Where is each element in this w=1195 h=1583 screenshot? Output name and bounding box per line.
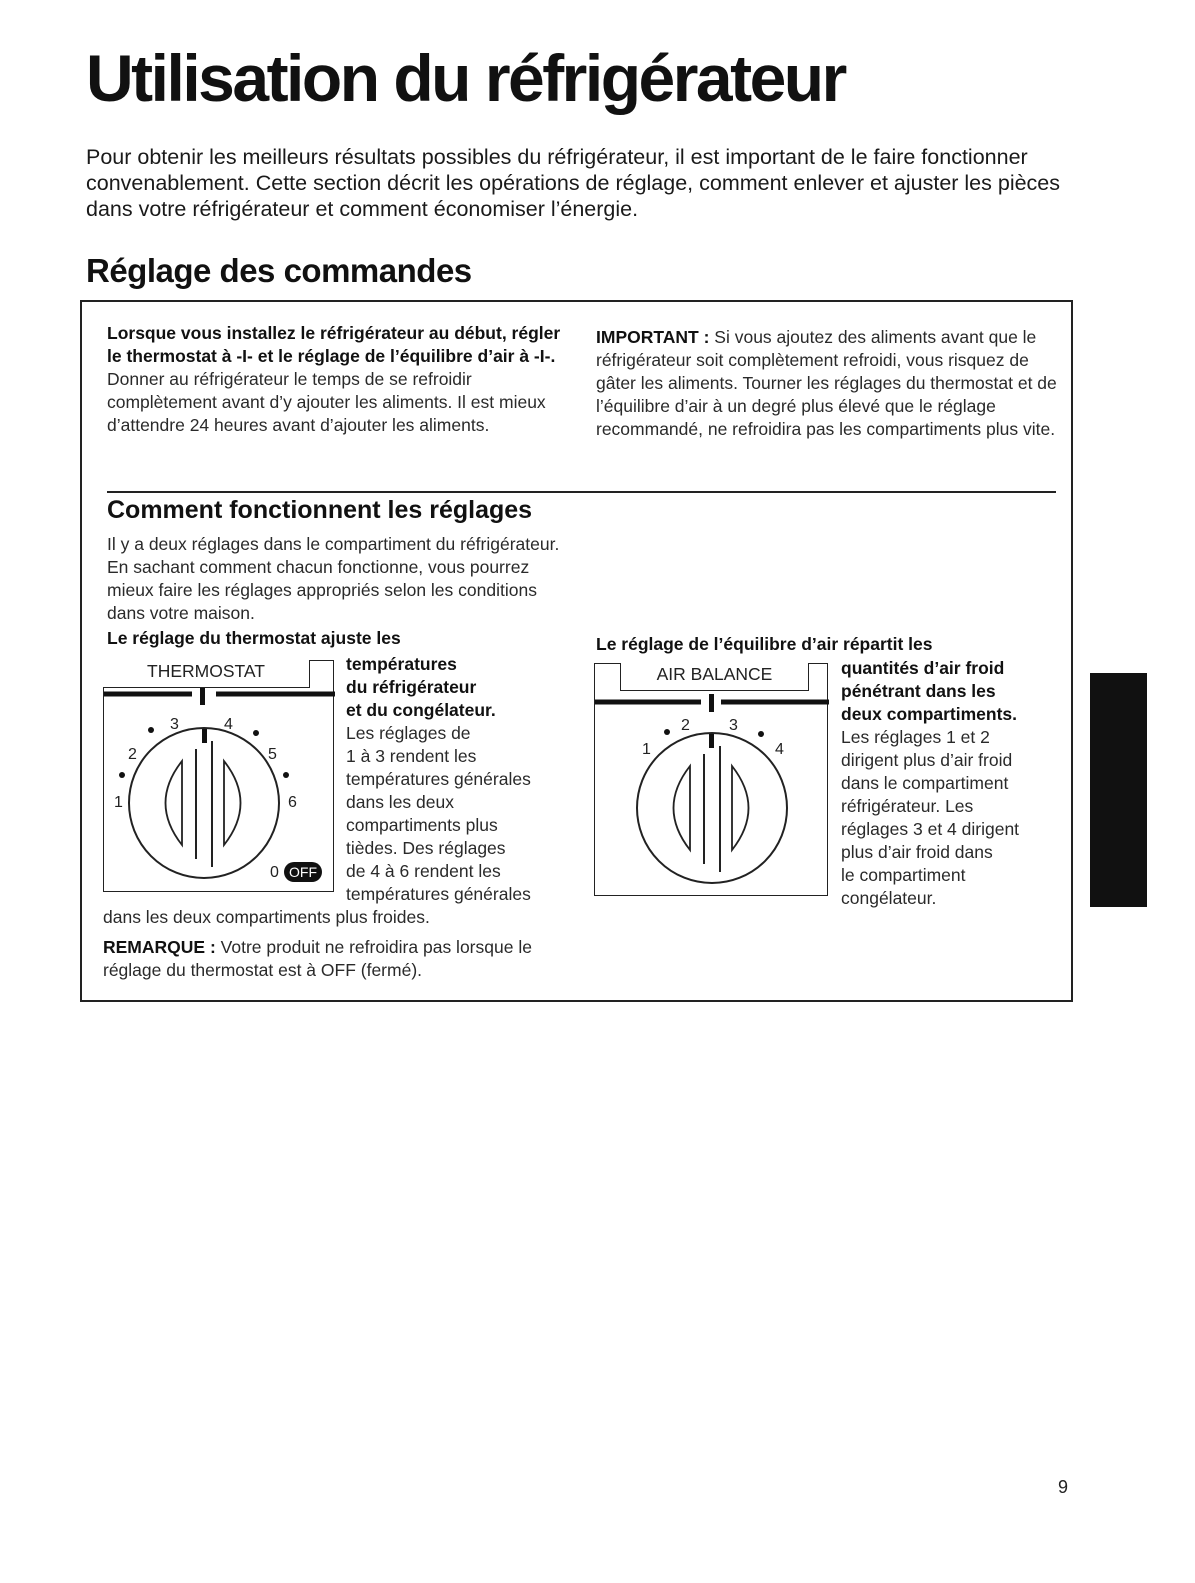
thermostat-tick-1: 1 <box>114 794 123 811</box>
thermostat-bold-line-1: températures <box>346 654 457 674</box>
how-title: Comment fonctionnent les réglages <box>107 496 533 524</box>
important-text: Si vous ajoutez des aliments avant que le réfrigérateur soit complètement refroidi, vous risquez de gâter les aliments. Tourner les réglages du thermostat et de l’équilibre d’air à un degré plus élevé que le réglage recommandé, ne refroidira pas les compartiments plus vite. <box>596 327 1057 439</box>
remark-text: Votre produit ne refroidira pas lorsque le réglage du thermostat est à OFF (fermé). <box>103 937 532 980</box>
air-balance-text <box>841 657 1019 910</box>
thermostat-line-7: de 4 à 6 rendent les <box>346 861 501 881</box>
thermostat-tick-4: 4 <box>224 716 233 733</box>
thermostat-tick-0: 0 <box>270 864 279 881</box>
thermostat-dial-box <box>103 660 334 892</box>
thermostat-dial-icon <box>104 661 335 893</box>
setup-text: Donner au réfrigérateur le temps de se refroidir complètement avant d’y ajouter les aliments. Il est mieux d’attendre 24 heures avant d’ajouter les aliments. <box>107 369 546 435</box>
air-balance-label: AIR BALANCE <box>620 663 809 691</box>
thermostat-text <box>346 653 531 906</box>
section-divider <box>107 491 1056 493</box>
thermostat-line-8: températures générales <box>346 884 531 904</box>
thermostat-off-label: OFF <box>289 864 317 880</box>
thermostat-tick-2: 2 <box>128 746 137 763</box>
air-balance-line-6: plus d’air froid dans <box>841 842 993 862</box>
air-balance-tick-4: 4 <box>775 741 784 758</box>
thermostat-line-1: Les réglages de <box>346 723 471 743</box>
setup-bold: Lorsque vous installez le réfrigérateur au début, régler le thermostat à -I- et le réglage de l’équilibre d’air à -I-. <box>107 323 561 366</box>
thermostat-bold-line-2: du réfrigérateur <box>346 677 477 697</box>
air-balance-line-1: Les réglages 1 et 2 <box>841 727 990 747</box>
thermostat-tail: dans les deux compartiments plus froides. <box>103 907 430 927</box>
section-title: Réglage des commandes <box>86 252 472 289</box>
air-balance-tick-2: 2 <box>681 717 690 734</box>
air-balance-tick-1: 1 <box>642 741 651 758</box>
thermostat-lead: Le réglage du thermostat ajuste les <box>107 628 401 648</box>
air-balance-line-3: dans le compartiment <box>841 773 1009 793</box>
remark-paragraph <box>103 936 563 982</box>
thermostat-tick-6: 6 <box>288 794 297 811</box>
thermostat-line-4: dans les deux <box>346 792 454 812</box>
air-balance-lead: Le réglage de l’équilibre d’air répartit les <box>596 634 933 654</box>
setup-paragraph <box>107 322 577 437</box>
how-paragraph: Il y a deux réglages dans le compartiment du réfrigérateur. En sachant comment chacun fonctionne, vous pourrez mieux faire les réglages appropriés selon les conditions dans votre maison. <box>107 534 560 623</box>
thermostat-line-6: tièdes. Des réglages <box>346 838 506 858</box>
air-balance-line-4: réfrigérateur. Les <box>841 796 974 816</box>
section-tab-marker <box>1090 673 1147 907</box>
thermostat-tick-3: 3 <box>170 716 179 733</box>
thermostat-bold-line-3: et du congélateur. <box>346 700 496 720</box>
important-paragraph <box>596 326 1066 441</box>
air-balance-bold-line-1: quantités d’air froid <box>841 658 1005 678</box>
thermostat-line-2: 1 à 3 rendent les <box>346 746 477 766</box>
thermostat-tick-5: 5 <box>268 746 277 763</box>
air-balance-line-8: congélateur. <box>841 888 937 908</box>
air-balance-line-7: le compartiment <box>841 865 966 885</box>
air-balance-bold-line-3: deux compartiments. <box>841 704 1018 724</box>
thermostat-label: THERMOSTAT <box>103 660 310 688</box>
page-number: 9 <box>1058 1477 1069 1497</box>
air-balance-tick-3: 3 <box>729 717 738 734</box>
page-title: Utilisation du réfrigérateur <box>86 41 845 115</box>
air-balance-line-2: dirigent plus d’air froid <box>841 750 1013 770</box>
remark-label: REMARQUE : <box>103 937 216 957</box>
air-balance-dial-icon <box>595 664 829 897</box>
thermostat-line-3: températures générales <box>346 769 531 789</box>
air-balance-bold-line-2: pénétrant dans les <box>841 681 996 701</box>
thermostat-line-5: compartiments plus <box>346 815 498 835</box>
air-balance-dial-box <box>594 663 828 896</box>
air-balance-line-5: réglages 3 et 4 dirigent <box>841 819 1020 839</box>
important-label: IMPORTANT : <box>596 327 710 347</box>
intro-paragraph: Pour obtenir les meilleurs résultats possibles du réfrigérateur, il est important de le faire fonctionner convenablement. Cette section décrit les opérations de réglage, comment enlever et ajuster les pièces dans votre réfrigérateur et comment économiser l’énergie. <box>86 145 1061 221</box>
